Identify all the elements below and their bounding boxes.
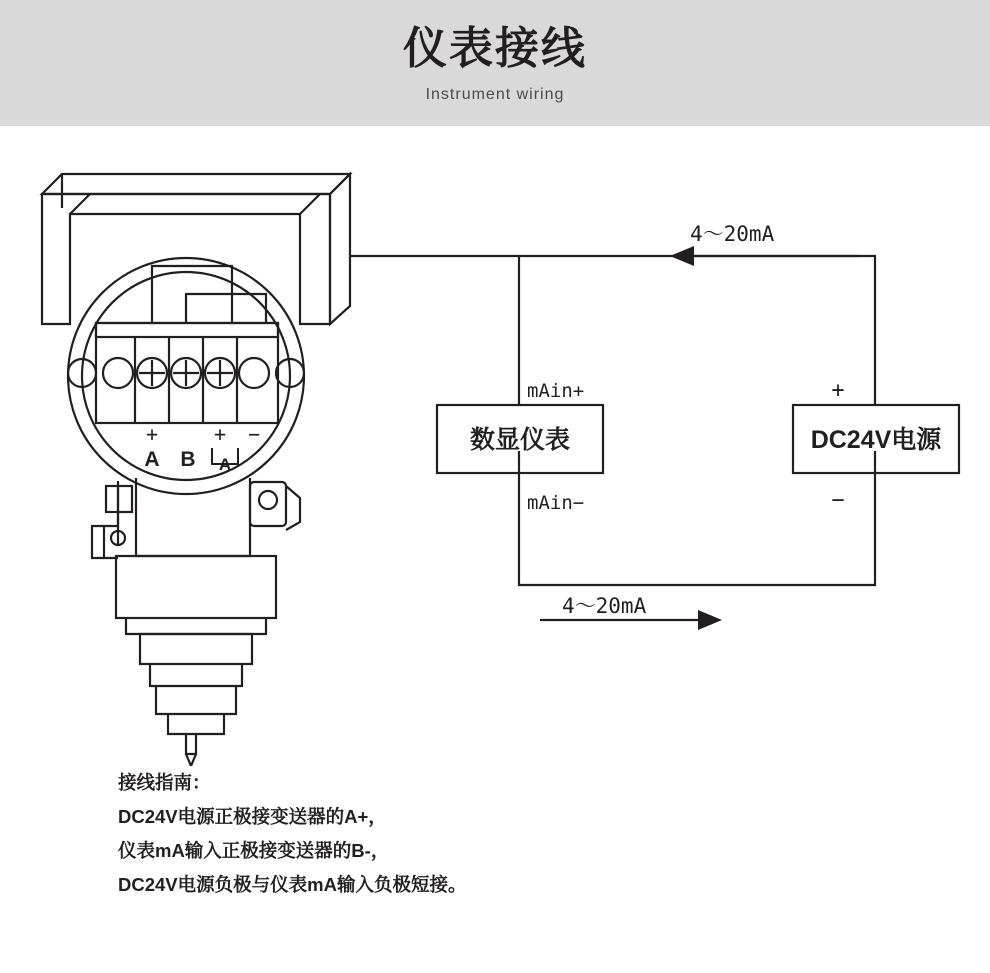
transmitter-bracket bbox=[42, 174, 350, 324]
terminal-block bbox=[68, 323, 304, 423]
label-terminal-b: B bbox=[180, 448, 196, 471]
label-power-positive: + bbox=[831, 378, 845, 403]
note-line-1: 接线指南： bbox=[118, 772, 211, 793]
label-terminal-plus-1: + bbox=[145, 422, 159, 446]
note-line-3: 仪表mA输入正极接变送器的B-， bbox=[118, 840, 390, 861]
note-line-2: DC24V电源正极接变送器的A+， bbox=[118, 806, 387, 827]
header-banner bbox=[0, 0, 990, 126]
circuit-wires bbox=[350, 256, 875, 585]
label-terminal-a: A bbox=[144, 448, 160, 471]
page-subtitle: Instrument wiring bbox=[425, 86, 565, 103]
label-terminal-plus-2: + bbox=[213, 422, 227, 446]
page-title: 仪表接线 bbox=[403, 24, 587, 73]
label-terminal-minus: − bbox=[247, 422, 261, 446]
label-meter-box: 数显仪表 bbox=[469, 426, 571, 454]
transmitter-body bbox=[92, 478, 300, 766]
note-line-4: DC24V电源负极与仪表mA输入负极短接。 bbox=[118, 874, 467, 895]
label-main-positive: mAin+ bbox=[527, 380, 585, 402]
label-current-top: 4～20mA bbox=[690, 222, 775, 246]
wiring-guide-notes bbox=[118, 766, 818, 902]
label-ground-a: A bbox=[218, 455, 232, 474]
label-main-negative: mAin− bbox=[527, 492, 585, 514]
label-power-box: DC24V电源 bbox=[810, 426, 942, 454]
wiring-diagram bbox=[0, 126, 990, 766]
label-current-bottom: 4～20mA bbox=[562, 594, 647, 618]
label-power-negative: − bbox=[831, 488, 845, 513]
